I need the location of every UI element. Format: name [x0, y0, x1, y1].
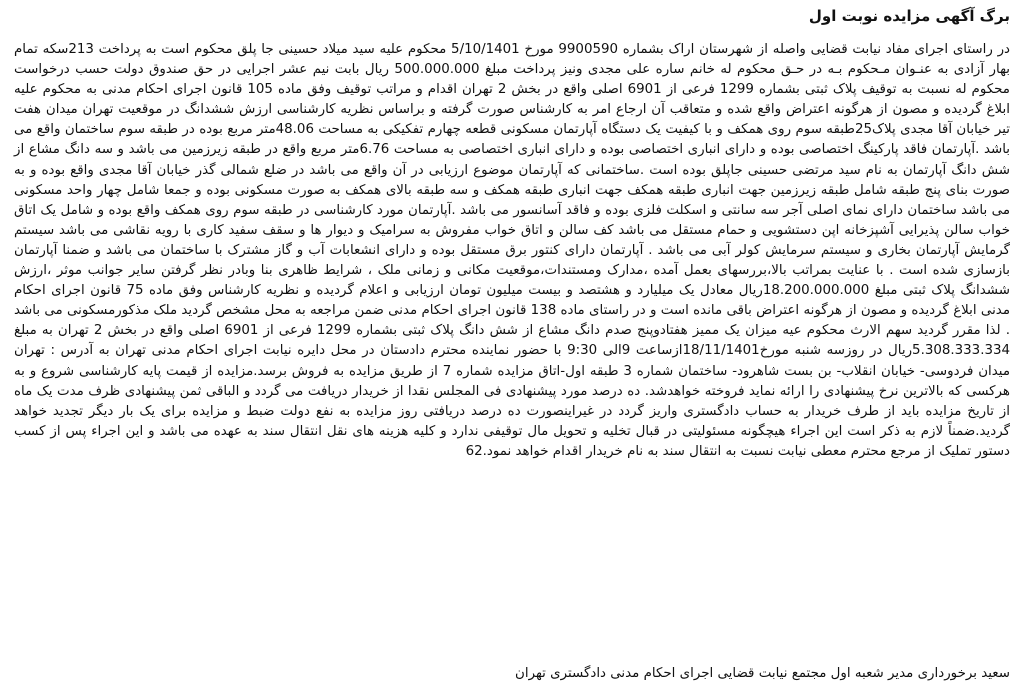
notice-title: برگ آگهی مزایده نوبت اول	[808, 7, 1010, 25]
notice-body: در راستای اجرای مفاد نیابت قضایی واصله از شهرستان اراک بشماره 9900590 مورخ 5/10/1401 محکوم علیه سید میلاد حسینی جا پلق محکوم است به پرداخت 213سکه تمام بهار آزادی به عنـوان مـحکوم بـه در حـق محکوم له خانم ساره علی مجدی ونیز پرداخت مبلغ 500.000.000 ریال بابت نیم عشر اجرایی در حق صندوق دولت حسب درخواست محکوم له نسبت به توقیف پلاک ثبتی بشماره 1299 فرعی از 6901 اصلی واقع در بخش 2 تهران اقدام و مراتب توقیف وفق ماده 105 قانون اجرای احکام مدنی به محکوم علیه ابلاغ گردیده و مصون از هرگونه اعتراض واقع شده و متعاقب آن ارجاع امر به کارشناس صورت گرفته و براساس نظریه کارشناسی ارزش ششدانگ در موقعیت تهران میدان هفت تیر خیابان آقا مجدی پلاک25طبقه سوم روی همکف و با کیفیت یک دستگاه آپارتمان مسکونی قطعه چهارم تفکیکی به مساحت 48.06متر مربع بوده در طبقه سوم ساختمان واقع می باشد .آپارتمان فاقد پارکینگ اختصاصی بوده و دارای انباری اختصاصی بوده و دارای انباری اختصاصی به مساحت 6.76متر مربع واقع در طبقه زیرزمین می باشد و سه دانگ مشاع از شش دانگ آپارتمان به نام سید مرتضی حسینی جاپلق بوده است .ساختمانی که آپارتمان موضوع ارزیابی در آن واقع می باشد در ضلع شمالی گذر خیابان آقا مجدی واقع بوده و به صورت بنای پنج طبقه شامل طبقه زیرزمین جهت انباری طبقه همکف جهت انباری طبقه همکف و سه طبقه بالای همکف به صورت مسکونی بوده و جمعا شامل چهار واحد مسکونی می باشد ساختمان دارای نمای اصلی آجر سه سانتی و اسکلت فلزی بوده و فاقد آسانسور می باشد .آپارتمان مورد کارشناسی در طبقه سوم روی همکف واقع بوده و شامل یک اتاق خواب سالن پذیرایی آشپزخانه اپن دستشویی و حمام مستقل می باشد کف سالن و اتاق خواب مفروش به سرامیک و دیوار ها و سقف سفید کاری با رویه نقاشی می باشد سیستم گرمایش آپارتمان بخاری و سیستم سرمایش کولر آبی می باشد . آپارتمان دارای کنتور برق مستقل بوده و دارای انشعابات آب و گاز مشترک با ساختمان می باشد و ضمنا آپارتمان بازسازی شده است . با عنایت بمراتب بالا،بررسهای بعمل آمده ،مدارک ومستندات،موقعیت مکانی و زمانی ملک ، شرایط ظاهری بنا وبادر نظر گرفتن سایر جوانب موثر ،ارزش ششدانگ پلاک ثبتی مبلغ 18.200.000.000ریال معادل یک میلیارد و هشتصد و بیست میلیون تومان ارزیابی و اعلام گردیده و نظریه کارشناس وفق ماده 75 قانون اجرای احکام مدنی ابلاغ گردیده و مصون از هرگونه اعتراض باقی مانده است و در راستای ماده 138 قانون اجرای احکام مدنی ضمن مراجعه به محل مشخص گردید ملک مذکورمسکونی می باشد . لذا مقرر گردید سهم الارث محکوم عیه میزان یک ممیز هفتادوپنج صدم دانگ مشاع از شش دانگ پلاک ثبتی بشماره 1299 فرعی از 6901 اصلی واقع در بخش 2 تهران به مبلغ 5.308.333.334ریال در روزسه شنبه مورخ18/11/1401ازساعت 9الی 9:30 با حضور نماینده محترم دادستان در محل دایره نیابت اجرای احکام مدنی تهران به آدرس : تهران میدان فردوسی- خیابان انقلاب- بن بست شاهرود- ساختمان شماره 3 طبقه اول-اتاق مزایده شماره 7 از طریق مزایده به فروش برسد.مزایده از قیمت پایه کارشناسی شروع و به هرکسی که بالاترین نرخ پیشنهادی را ارائه نماید فروخته خواهدشد. ده درصد مورد پیشنهادی فی المجلس نقدا از خریدار دریافت می گردد و الباقی ثمن پیشنهادی ظرف مدت یک ماه از تاریخ مزایده باید از طرف خریدار به حساب دادگستری واریز گردد در غیراینصورت ده درصد دریافتی روز مزایده به نفع دولت ضبط و مزایده برای یک بار دیگر تجدید خواهد گردید.ضمناً لازم به ذکر است این اجراء هیچگونه مسئولیتی در قبال تخلیه و تحویل مال توقیفی ندارد و کلیه هزینه های نقل انتقال سند به عهده می باشد و این اجراء پس از کسب دستور تملیک از مرجع محترم معطی نیابت نسبت به انتقال سند به نام خریدار اقدام خواهد نمود.62	[14, 42, 1011, 459]
auction-notice-page	[14, 6, 1010, 696]
notice-signature: سعید برخورداری مدیر شعبه اول مجتمع نیابت قضایی اجرای احکام مدنی دادگستری تهران	[515, 666, 1010, 681]
